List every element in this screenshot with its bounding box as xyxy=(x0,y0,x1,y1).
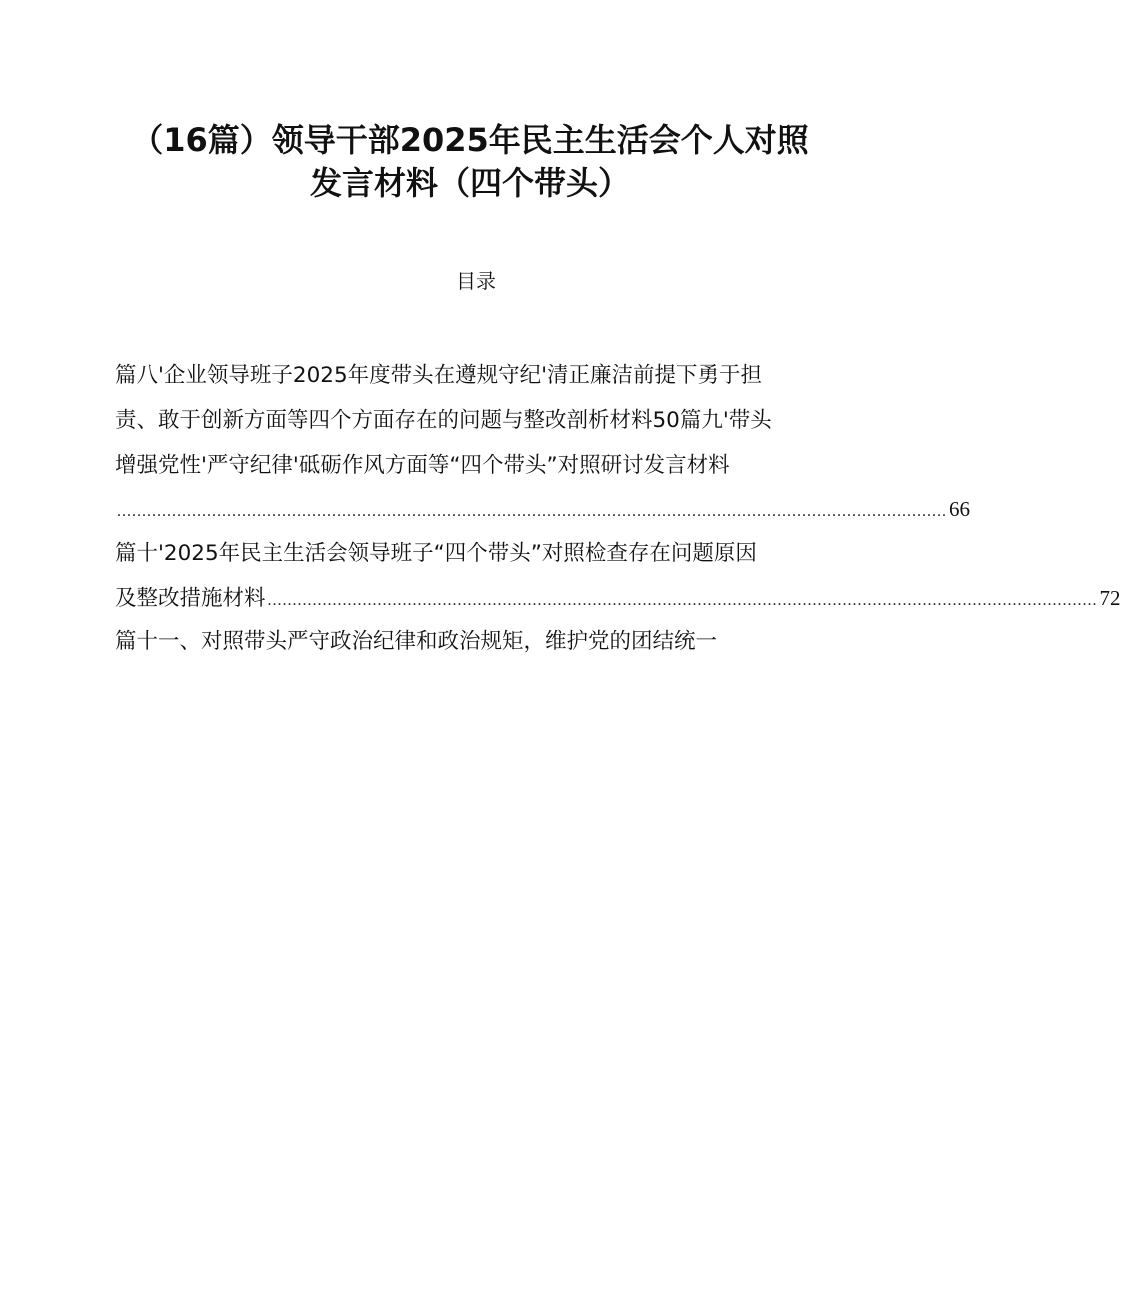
toc-entry-leader-72[interactable] xyxy=(115,580,1121,616)
dot-leader: ...................................................................................................................................................................... xyxy=(267,592,1098,609)
document-title-line-1: （16篇）领导干部2025年民主生活会个人对照 xyxy=(131,121,809,159)
toc-line-6-text: 及整改措施材料 xyxy=(115,586,266,611)
document-title-line-2: 发言材料（四个带头） xyxy=(309,164,630,202)
toc-line-5: 篇十'2025年民主生活会领导班子“四个带头”对照检查存在问题原因 xyxy=(115,541,757,566)
toc-line-7: 篇十一、对照带头严守政治纪律和政治规矩，维护党的团结统一 xyxy=(115,629,718,654)
toc-heading: 目录 xyxy=(456,269,496,293)
page-number: 72 xyxy=(1099,586,1121,610)
toc-entry-leader-66[interactable] xyxy=(115,491,970,527)
toc-line-3: 增强党性'严守纪律'砥砺作风方面等“四个带头”对照研讨发言材料 xyxy=(115,453,730,478)
toc-line-1: 篇八'企业领导班子2025年度带头在遵规守纪'清正廉洁前提下勇于担 xyxy=(115,363,763,388)
dot-leader: ...................................................................................................................................................................... xyxy=(117,503,947,520)
page-number: 66 xyxy=(949,497,970,521)
toc-line-2: 责、敢于创新方面等四个方面存在的问题与整改剖析材料50篇九'带头 xyxy=(115,408,772,433)
